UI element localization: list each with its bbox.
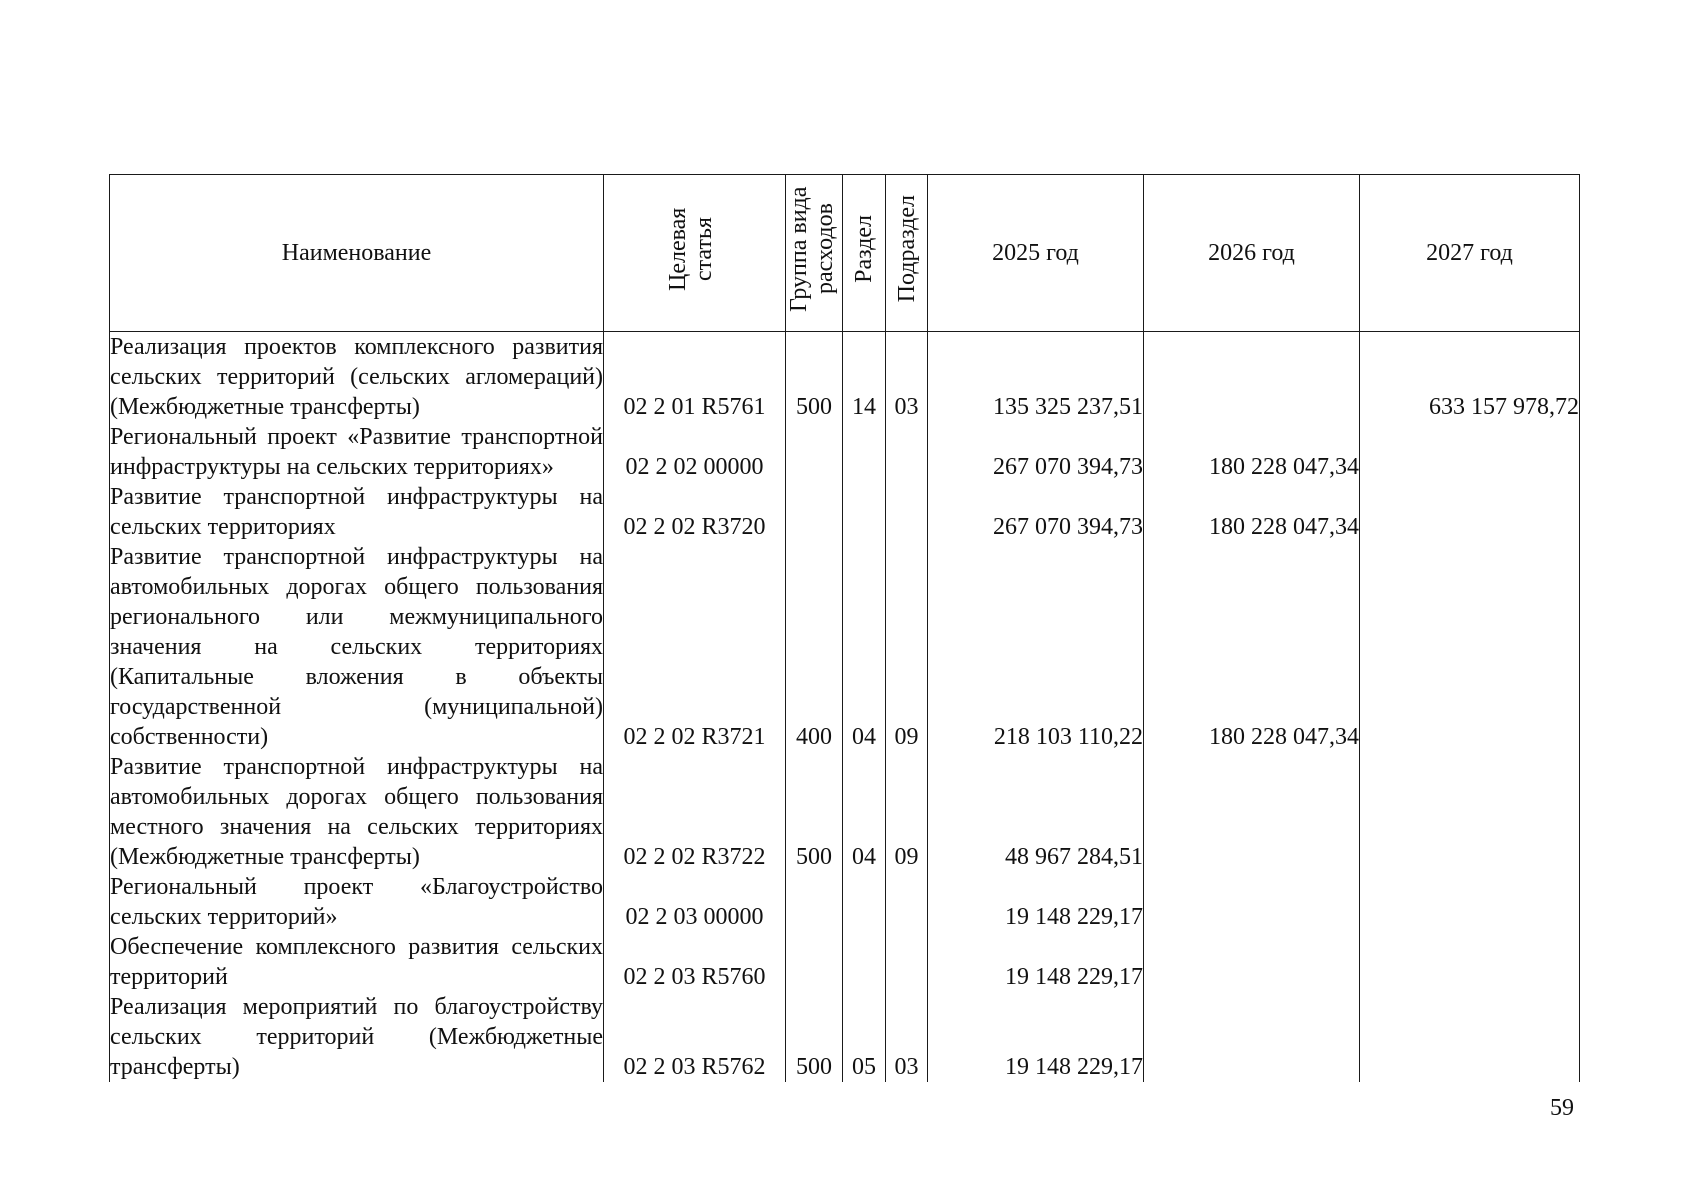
row-2027 bbox=[1360, 422, 1580, 482]
row-2025: 135 325 237,51 bbox=[928, 332, 1144, 423]
row-2025: 267 070 394,73 bbox=[928, 422, 1144, 482]
header-section: Раздел bbox=[843, 175, 886, 332]
row-2025: 19 148 229,17 bbox=[928, 932, 1144, 992]
row-2026: 180 228 047,34 bbox=[1144, 542, 1360, 752]
row-code: 02 2 02 R3720 bbox=[604, 482, 786, 542]
row-subsection bbox=[886, 422, 928, 482]
row-2027 bbox=[1360, 752, 1580, 872]
budget-table bbox=[109, 174, 1580, 1082]
row-section bbox=[843, 932, 886, 992]
row-2025: 267 070 394,73 bbox=[928, 482, 1144, 542]
row-2026: 180 228 047,34 bbox=[1144, 422, 1360, 482]
table-row bbox=[110, 482, 1580, 542]
row-name: Региональный проект «Развитие транспортной инфраструктуры на сельских территориях» bbox=[110, 424, 603, 480]
row-section: 05 bbox=[843, 992, 886, 1082]
header-name: Наименование bbox=[110, 175, 604, 332]
row-subsection: 09 bbox=[886, 752, 928, 872]
table-row bbox=[110, 542, 1580, 752]
header-subsection: Подраздел bbox=[886, 175, 928, 332]
row-name: Реализация проектов комплексного развития сельских территорий (сельских агломераций) (Межбюджетные трансферты) bbox=[110, 332, 604, 423]
row-group: 400 bbox=[786, 542, 843, 752]
header-2026: 2026 год bbox=[1144, 175, 1360, 332]
row-code: 02 2 03 R5760 bbox=[604, 932, 786, 992]
row-group bbox=[786, 422, 843, 482]
row-2025: 19 148 229,17 bbox=[928, 872, 1144, 932]
row-name: Обеспечение комплексного развития сельских территорий bbox=[110, 934, 603, 990]
table-row bbox=[110, 422, 1580, 482]
table-row bbox=[110, 992, 1580, 1082]
table-row bbox=[110, 872, 1580, 932]
row-2026 bbox=[1144, 932, 1360, 992]
row-2027 bbox=[1360, 542, 1580, 752]
row-subsection bbox=[886, 482, 928, 542]
row-subsection: 03 bbox=[886, 992, 928, 1082]
row-subsection bbox=[886, 872, 928, 932]
row-name: Реализация мероприятий по благоустройству сельских территорий (Межбюджетные трансферты) bbox=[110, 994, 603, 1080]
header-2027: 2027 год bbox=[1360, 175, 1580, 332]
header-target-article: Целевая статья bbox=[604, 175, 786, 332]
row-group bbox=[786, 482, 843, 542]
row-section: 04 bbox=[843, 542, 886, 752]
row-code: 02 2 03 R5762 bbox=[604, 992, 786, 1082]
row-section bbox=[843, 422, 886, 482]
row-2027: 633 157 978,72 bbox=[1360, 332, 1580, 423]
row-2025: 19 148 229,17 bbox=[928, 992, 1144, 1082]
row-group: 500 bbox=[786, 332, 843, 423]
header-2025: 2025 год bbox=[928, 175, 1144, 332]
row-name: Региональный проект «Благоустройство сельских территорий» bbox=[110, 874, 603, 930]
page-number: 59 bbox=[1550, 1095, 1574, 1121]
row-name: Развитие транспортной инфраструктуры на автомобильных дорогах общего пользования местного значения на сельских территориях (Межбюджетные трансферты) bbox=[110, 754, 603, 870]
row-2025: 218 103 110,22 bbox=[928, 542, 1144, 752]
row-section bbox=[843, 872, 886, 932]
row-code: 02 2 02 00000 bbox=[604, 422, 786, 482]
row-2026 bbox=[1144, 872, 1360, 932]
row-2026 bbox=[1144, 752, 1360, 872]
row-group: 500 bbox=[786, 992, 843, 1082]
row-subsection: 09 bbox=[886, 542, 928, 752]
row-subsection: 03 bbox=[886, 332, 928, 423]
row-code: 02 2 02 R3722 bbox=[604, 752, 786, 872]
row-name: Развитие транспортной инфраструктуры на автомобильных дорогах общего пользования регионального или межмуниципального значения на сельских территориях (Капитальные вложения в объекты государственной (муниципальной) собственности) bbox=[110, 544, 603, 750]
row-2027 bbox=[1360, 992, 1580, 1082]
row-2026 bbox=[1144, 992, 1360, 1082]
row-2027 bbox=[1360, 932, 1580, 992]
table-row bbox=[110, 752, 1580, 872]
row-group bbox=[786, 932, 843, 992]
row-subsection bbox=[886, 932, 928, 992]
row-section bbox=[843, 482, 886, 542]
row-name: Развитие транспортной инфраструктуры на сельских территориях bbox=[110, 484, 603, 540]
table-row bbox=[110, 932, 1580, 992]
row-code: 02 2 01 R5761 bbox=[604, 332, 786, 423]
row-2026 bbox=[1144, 332, 1360, 423]
row-section: 04 bbox=[843, 752, 886, 872]
row-2026: 180 228 047,34 bbox=[1144, 482, 1360, 542]
row-code: 02 2 02 R3721 bbox=[604, 542, 786, 752]
row-group bbox=[786, 872, 843, 932]
row-2027 bbox=[1360, 482, 1580, 542]
table-row bbox=[110, 332, 1580, 423]
row-2025: 48 967 284,51 bbox=[928, 752, 1144, 872]
row-2027 bbox=[1360, 872, 1580, 932]
row-section: 14 bbox=[843, 332, 886, 423]
table-body bbox=[110, 332, 1580, 1083]
header-expense-group: Группа вида расходов bbox=[786, 175, 843, 332]
row-code: 02 2 03 00000 bbox=[604, 872, 786, 932]
table-header bbox=[110, 175, 1580, 332]
row-group: 500 bbox=[786, 752, 843, 872]
